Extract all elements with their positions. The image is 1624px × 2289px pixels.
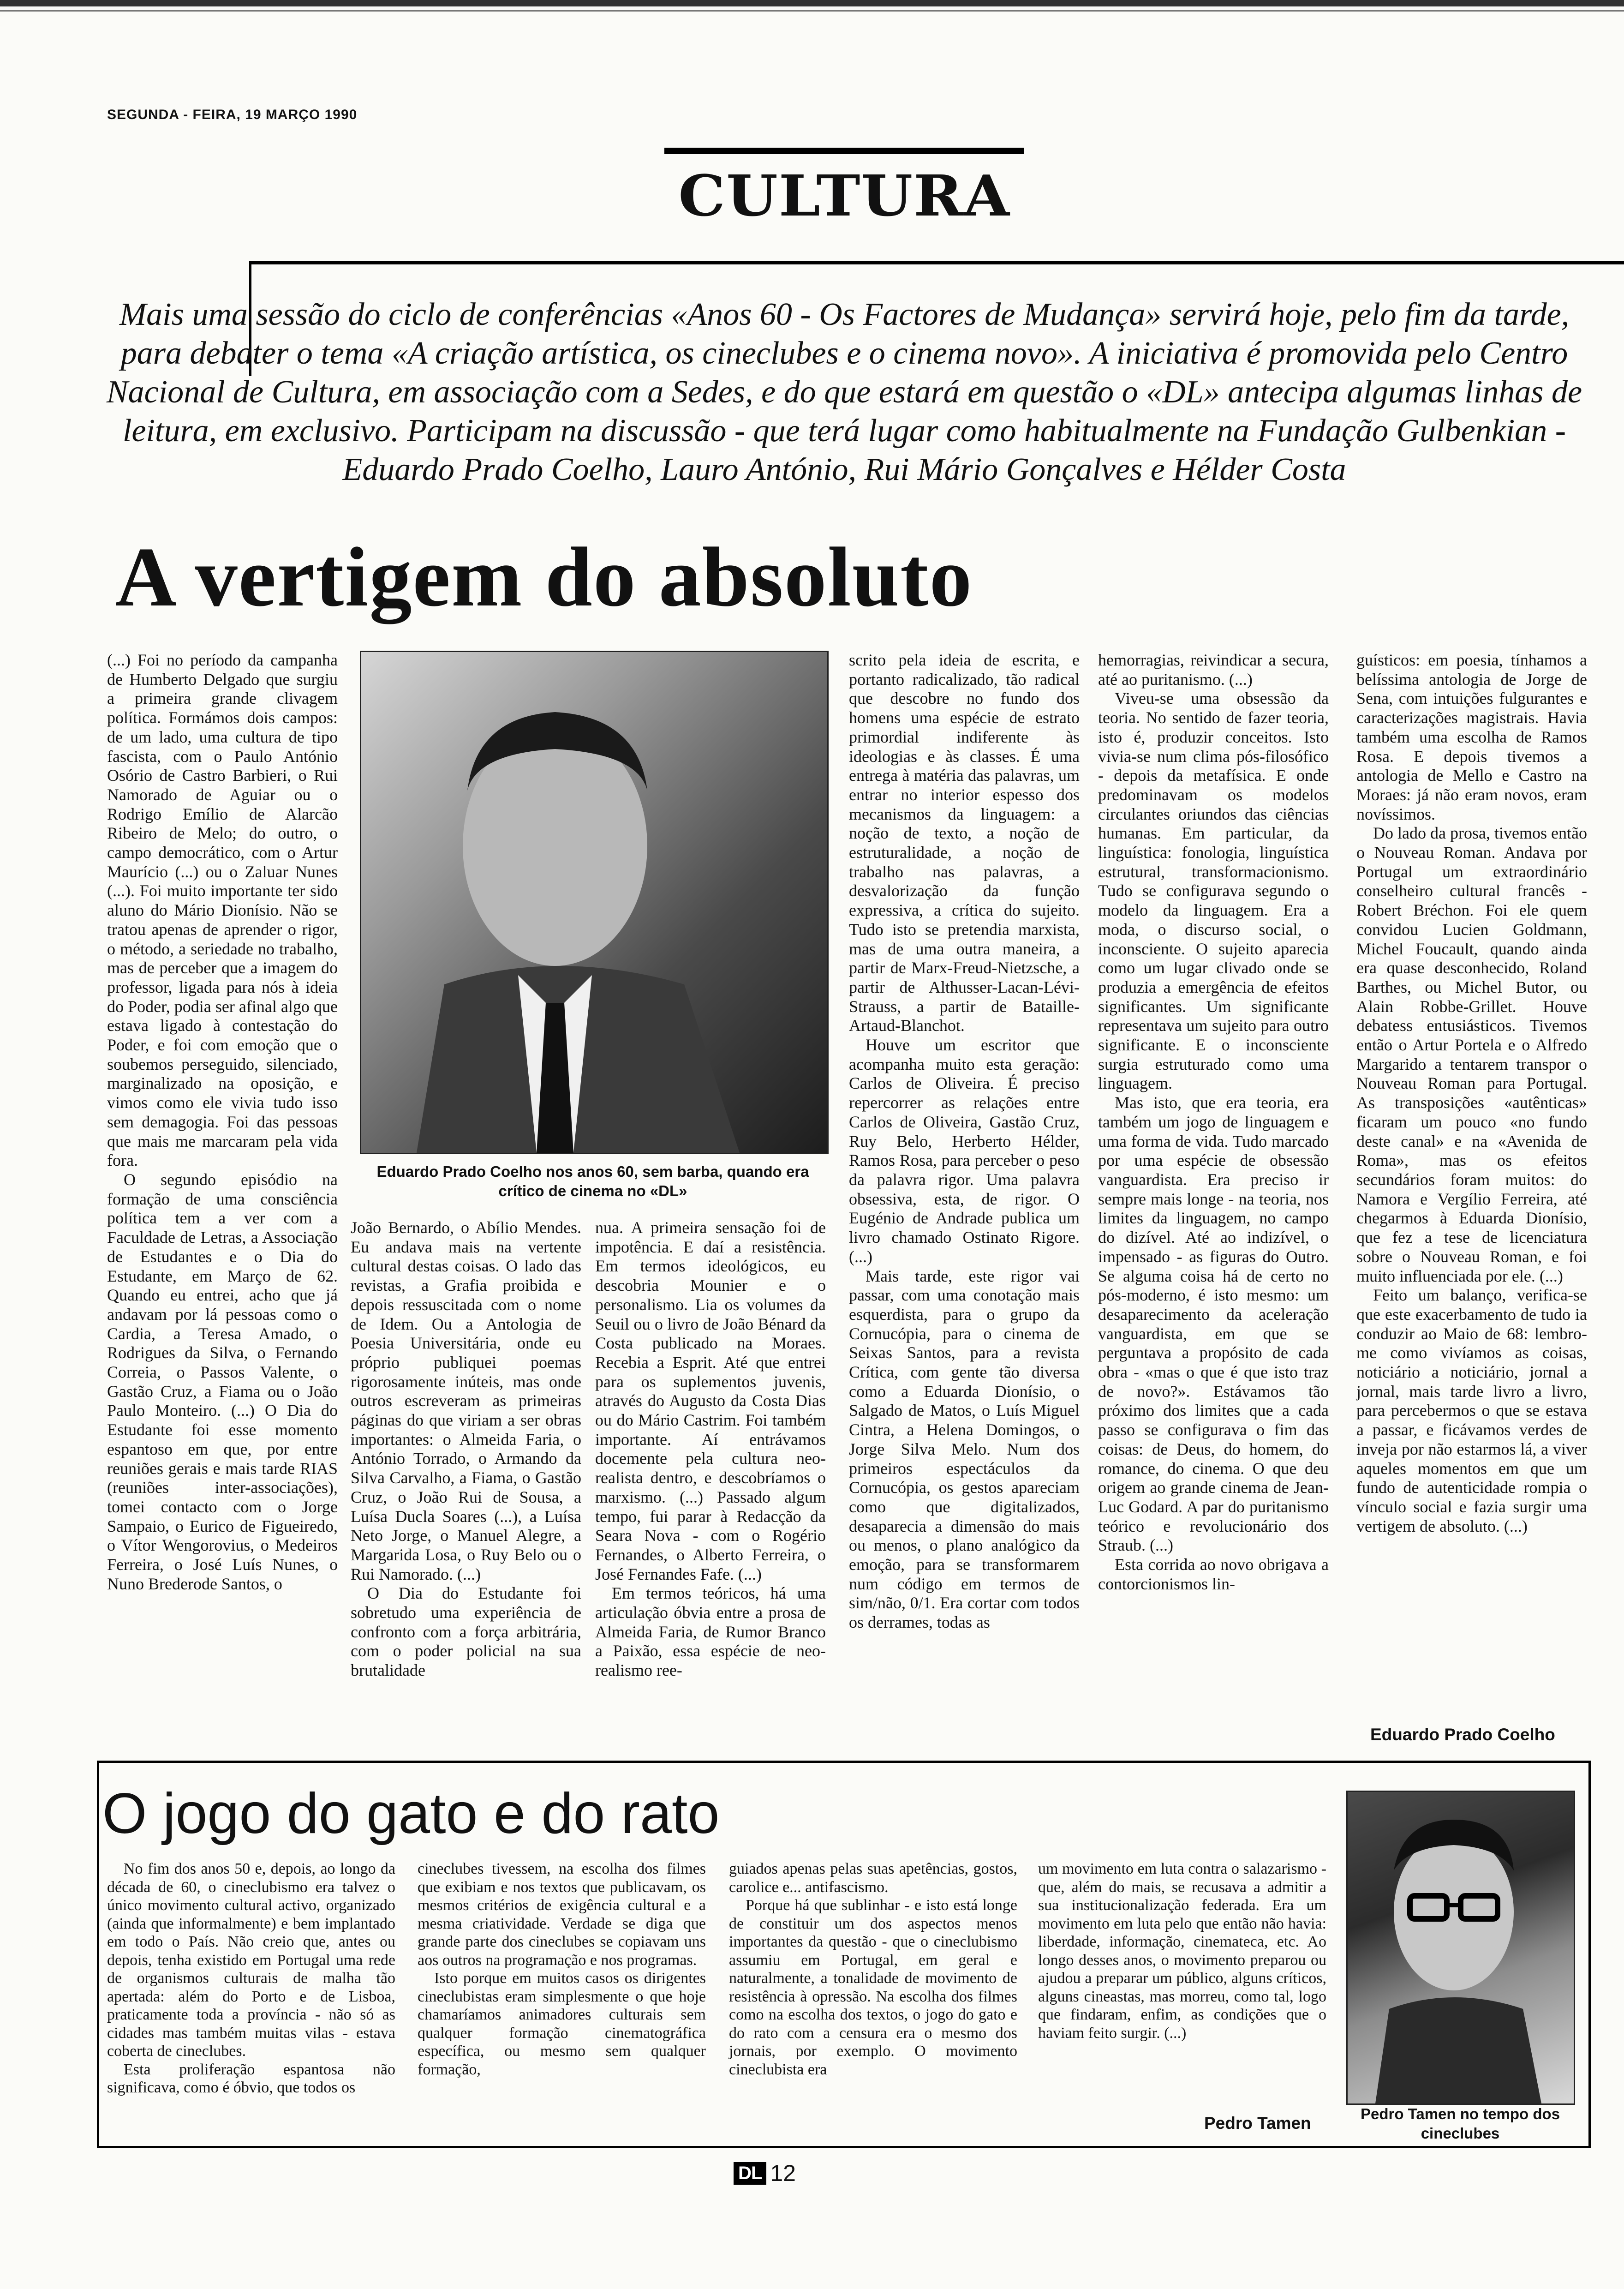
article-column-1: [107, 651, 338, 1594]
photo-caption: Eduardo Prado Coelho nos anos 60, sem barba, quando era crítico de cinema no «DL»: [376, 1163, 809, 1199]
sidebar-column-1: [107, 1860, 395, 2097]
portrait-icon: [361, 652, 827, 1153]
lede-top-rule: [249, 261, 1624, 264]
lede-paragraph: Mais uma sessão do ciclo de conferências «Anos 60 - Os Factores de Mudança» servirá hoje, pelo fim da tarde, para debater o tema «A criação artística, os cineclubes e o cinema novo». A iniciativa é promovida pelo Centro Nacional de Cultura, em associação com a Sedes, e do que estará em questão o «DL» antecipa algumas linhas de leitura, em exclusivo. Participam na discussão - que terá lugar como habitualmente na Fundação Gulbenkian - Eduardo Prado Coelho, Lauro António, Rui Mário Gonçalves e Hélder Costa: [106, 297, 1582, 487]
sidebar-column-2: [418, 1860, 706, 2079]
article-column-6: [1356, 651, 1587, 1536]
section-title: CULTURA: [678, 163, 1010, 229]
paragraph: O segundo episódio na formação de uma consciência política tem a ver com a Faculdade de Letras, a Associação de Estudantes e o Dia do Estudante, em Março de 62. Quando eu entrei, acho que já andavam por lá pessoas como o Cardia, a Teresa Amado, o Rodrigues da Silva, o Fernando Correia, o Passos Valente, o Gastão Cruz, a Fiama ou o João Paulo Monteiro. (...) O Dia do Estudante foi esse momento espantoso em que, por entre reuniões gerais e mais tarde RIAS (reuniões inter-associações), tomei contacto com o Jorge Sampaio, o Eurico de Figueiredo, o Vítor Wengorovius, o Medeiros Ferreira, o José Luís Nunes, o Nuno Brederode Santos, o: [107, 1170, 338, 1593]
sidebar-column-3: [729, 1860, 1017, 2079]
paragraph: Viveu-se uma obsessão da teoria. No sentido de fazer teoria, isto é, produzir conceitos. Isto vivia-se num clima pós-filosófico - depois da metafísica. E onde predominavam os modelos circulantes oriundos das ciências humanas. Em particular, da linguística: fonologia, linguística estrutural, transformacionismo. Tudo se configurava segundo o modelo da linguagem. Era a moda, o discurso social, o inconsciente. O sujeito aparecia como um lugar clivado onde se produzia a emergência de efeitos significantes. Um significante representava um sujeito para outro significante. E o inconsciente surgia estruturado como uma linguagem.: [1098, 689, 1329, 1093]
paragraph: Isto porque em muitos casos os dirigentes cineclubistas eram simplesmente o que hoje chamaríamos animadores culturais sem qualquer formação cinematográfica específica, ou mesmo sem qualquer formação,: [418, 1970, 706, 2078]
portrait-photo-pedro-tamen: [1346, 1791, 1575, 2105]
sidebar-headline: O jogo do gato e do rato: [102, 1782, 720, 1846]
photo-caption: Pedro Tamen no tempo dos cineclubes: [1360, 2105, 1560, 2142]
paragraph: Mais tarde, este rigor vai passar, com uma conotação mais esquerdista, para o grupo da Cornucópia, para o cinema de Seixas Santos, para a revista Crítica, com gente tão diversa como a Eduarda Dionísio, o Salgado de Matos, o Luís Miguel Cintra, a Helena Domingos, o Jorge Silva Melo. Num dos primeiros espectáculos da Cornucópia, os gestos apareciam como que digitalizados, desaparecia a dimensão do mais ou menos, o plano analógico da emoção, para se transformarem num código em termos de sim/não, 0/1. Era cortar com todos os derrames, todas as: [849, 1266, 1080, 1632]
section-rule: [664, 148, 1024, 154]
paragraph: Feito um balanço, verifica-se que este exacerbamento de tudo ia conduzir ao Maio de 68: lembro-me como vivíamos as coisas, noticiário a noticiário, jornal a jornal, mais tarde livro a livro, para percebermos o que se estava a passar, e ficávamos verdes de inveja por não estarmos lá, a viver aqueles momentos em que um fundo de autenticidade rompia o vínculo social e fazia surgir uma vertigem de absoluto. (...): [1356, 1286, 1587, 1535]
article-column-4: [849, 651, 1080, 1632]
paragraph: O Dia do Estudante foi sobretudo uma experiência de confronto com a força arbitrária, com o poder policial na sua brutalidade: [351, 1584, 581, 1680]
top-border-thin: [0, 10, 1624, 12]
paragraph: Do lado da prosa, tivemos então o Nouveau Roman. Andava por Portugal um extraordinário conselheiro cultural francês - Robert Bréchon. Foi ele quem convidou Lucien Goldmann, Michel Foucault, quando ainda era quase desconhecido, Roland Barthes, ou Michel Butor, ou Alain Robbe-Grillet. Houve debatess entusiásticos. Tivemos então o Artur Portela e o Alfredo Margarido a tentarem transpor o Nouveau Roman para Portugal. As transposições «autênticas» ficaram um pouco «no fundo deste canal» e na «Avenida de Roma», mas os efeitos secundários foram muitos: do Namora e Vergílio Ferreira, até chegarmos à Eduarda Dionísio, que fez a tese de licenciatura sobre o Nouveau Roman, e foi muito influenciada por ele. (...): [1356, 824, 1587, 1285]
newspaper-logo: DL: [734, 2162, 766, 2185]
paragraph: nua. A primeira sensação foi de impotência. E daí a resistência. Em termos ideológicos, eu descobria Mounier e o personalismo. Lia os volumes da Seuil ou o livro de João Bénard da Costa publicado na Moraes. Recebia a Esprit. Até que entrei para os suplementos juvenis, através do Augusto da Costa Dias ou do Mário Castrim. Foi também importante. Aí entrávamos docemente pela cultura neo-realista dentro, e descobríamos o marxismo. (...) Passado algum tempo, fui parar à Redacção da Seara Nova - com o Rogério Fernandes, o Alberto Ferreira, o José Fernandes Fafe. (...): [595, 1218, 826, 1583]
sidebar-byline: Pedro Tamen: [1204, 2114, 1311, 2133]
sidebar-column-4: [1038, 1860, 1326, 2042]
paragraph: um movimento em luta contra o salazarismo - que, além do mais, se recusava a admitir a sua institucionalização federada. Era um movimento em luta pelo que então não havia: liberdade, informação, cinemateca, etc. Ao longo desses anos, o movimento preparou ou ajudou a preparar um público, alguns críticos, alguns cineastas, mas morreu, como tal, logo que findaram, enfim, as condições que o haviam feito surgir. (...): [1038, 1860, 1326, 2042]
paragraph: (...) Foi no período da campanha de Humberto Delgado que surgiu a primeira grande clivagem política. Formámos dois campos: de um lado, uma cultura de tipo fascista, com o Paulo António Osório de Castro Barbieri, o Rui Namorado de Aguiar ou o Rodrigo Emílio de Alarcão Ribeiro de Melo; do outro, o campo democrático, com o Artur Maurício (...) ou o Zaluar Nunes (...). Foi muito importante ter sido aluno do Mário Dionísio. Não se tratou apenas de aprender o rigor, o método, a seriedade no trabalho, mas de perceber que a imagem do professor, ligada para nós à ideia do Poder, podia ser afinal algo que estava ligado à contestação do Poder, e foi com emoção que o soubemos perseguido, silenciado, marginalizado na oposição, e vimos como ele vivia tudo isso sem demagogia. Foi das pessoas que mais me marcaram pela vida fora.: [107, 651, 338, 1170]
paragraph: João Bernardo, o Abílio Mendes. Eu andava mais na vertente cultural destas coisas. O lado das revistas, a Grafia proibida e depois ressuscitada com o nome de Idem. Ou a Antologia de Poesia Universitária, onde eu próprio publiquei poemas rigorosamente inúteis, mas onde outros escreveram as primeiras páginas do que viriam a ser obras importantes: o Almeida Faria, o António Torrado, o Armando da Silva Carvalho, a Fiama, o Gastão Cruz, o João Rui de Sousa, a Luísa Ducla Soares (...), a Luísa Neto Jorge, o Manuel Alegre, a Margarida Losa, o Ruy Belo ou o Rui Namorado. (...): [351, 1218, 581, 1583]
article-column-2: [351, 1218, 581, 1680]
article-column-3: [595, 1218, 826, 1680]
article-headline: A vertigem do absoluto: [115, 530, 973, 624]
page-footer: [734, 2160, 796, 2187]
paragraph: guísticos: em poesia, tínhamos a belíssima antologia de Jorge de Sena, com intuições fulgurantes e caracterizações magistrais. Havia também uma escolha de Ramos Rosa. E depois tivemos a antologia de Mello e Castro na Moraes: já não eram novos, eram novíssimos.: [1356, 651, 1587, 823]
portrait-photo-eduardo-prado-coelho: [360, 651, 829, 1154]
paragraph: No fim dos anos 50 e, depois, ao longo da década de 60, o cineclubismo era talvez o único movimento cultural activo, organizado (ainda que informalmente) e bem implantado em todo o País. Não creio que, antes ou depois, tenha existido em Portugal uma rede de organismos culturais de malha tão apertada: além do Porto e de Lisboa, praticamente toda a província - não só as cidades mas também muitas vilas - estava coberta de cineclubes.: [107, 1860, 395, 2060]
page-number: 12: [770, 2160, 796, 2186]
dateline: SEGUNDA - FEIRA, 19 MARÇO 1990: [107, 107, 358, 122]
paragraph: Esta proliferação espantosa não significava, como é óbvio, que todos os: [107, 2061, 395, 2096]
paragraph: Mas isto, que era teoria, era também um jogo de linguagem e uma forma de vida. Tudo marcado por uma espécie de obsessão vanguardista. Era preciso ir sempre mais longe - na teoria, nos limites da linguagem, no campo do dizível. Até ao indizível, o impensado - as figuras do Outro. Se alguma coisa há de certo no pós-moderno, é isto mesmo: um desaparecimento da aceleração vanguardista, em que se perguntava a propósito de cada obra - «mas o que é que isto traz de novo?». Estávamos tão próximo dos limites que a cada passo se configurava o fim das coisas: de Deus, do homem, do romance, do cinema. O que deu origem ao grande cinema de Jean-Luc Godard. A par do puritanismo teórico e revolucionário dos Straub. (...): [1098, 1093, 1329, 1555]
paragraph: cineclubes tivessem, na escolha dos filmes que exibiam e nos textos que publicavam, os mesmos critérios de exigência cultural e a mesma criatividade. Verdade se diga que grande parte dos cineclubes se copiavam uns aos outros na programação e nos programas.: [418, 1860, 706, 1969]
paragraph: Porque há que sublinhar - e isto está longe de constituir um dos aspectos menos importantes da questão - que o cineclubismo assumiu em Portugal, em geral e naturalmente, a tonalidade de movimento de resistência à opressão. Na escolha dos filmes como na escolha dos textos, o jogo do gato e do rato com a censura era o mesmo dos jornais, por exemplo. O movimento cineclubista era: [729, 1897, 1017, 2078]
top-border: [0, 0, 1624, 6]
portrait-icon: [1348, 1792, 1574, 2103]
paragraph: guiados apenas pelas suas apetências, gostos, carolice e... antifascismo.: [729, 1860, 1017, 1896]
article-byline: Eduardo Prado Coelho: [1370, 1725, 1555, 1744]
paragraph: Houve um escritor que acompanha muito esta geração: Carlos de Oliveira. É preciso repercorrer as relações entre Carlos de Oliveira, Gastão Cruz, Ruy Belo, Herberto Hélder, Ramos Rosa, para perceber o peso da palavra rigor. Uma palavra obsessiva, esta, de rigor. O Eugénio de Andrade publica um livro chamado Ostinato Rigore. (...): [849, 1036, 1080, 1266]
paragraph: Esta corrida ao novo obrigava a contorcionismos lin-: [1098, 1555, 1329, 1593]
article-column-5: [1098, 651, 1329, 1594]
paragraph: hemorragias, reivindicar a secura, até ao puritanismo. (...): [1098, 651, 1329, 689]
paragraph: Em termos teóricos, há uma articulação óbvia entre a prosa de Almeida Faria, de Rumor Branco a Paixão, essa espécie de neo-realismo ree-: [595, 1584, 826, 1680]
paragraph: scrito pela ideia de escrita, e portanto radicalizado, tão radical que descobre no fundo dos homens uma espécie de estrato primordial indiferente às ideologias e às classes. É uma entrega à matéria das palavras, um entrar no interior espesso dos mecanismos da linguagem: a noção de texto, a noção de estruturalidade, a noção de trabalho nas palavras, a desvalorização da função expressiva, a crítica do sujeito. Tudo isto se pretendia marxista, mas de uma outra maneira, a partir de Marx-Freud-Nietzsche, a partir de Althusser-Lacan-Lévi-Strauss, a partir de Bataille-Artaud-Blanchot.: [849, 651, 1080, 1035]
